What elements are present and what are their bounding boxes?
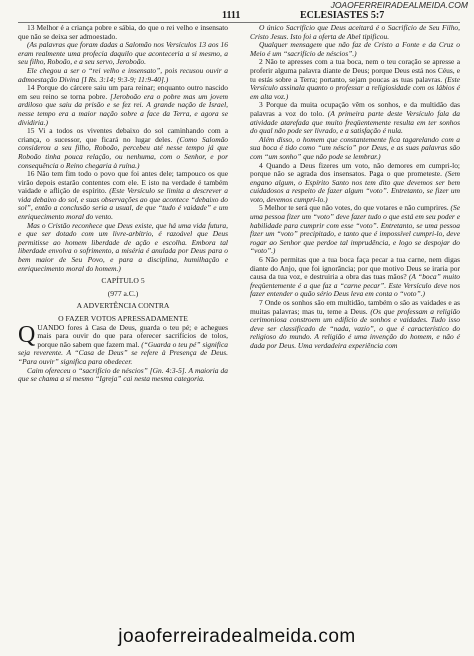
verse-paragraph (250, 101, 460, 135)
commentary-paragraph: Além disso, o homem que constantemente fica tagarelando com a sua boca é tido como “um néscio” por Deus, e as suas palavras são com “um sonho” que não pode se lembrar.) (250, 134, 460, 161)
commentary-text: (Como Salomão considerou a seu filho, Roboão, percebeu até nesse tempo já que Roboão tinha pouca relação, ou nenhuma, com o Senhor, e por consequência o Reino chegaria à ruína.) (18, 134, 229, 170)
verse-text: 6 Não permitas que a tua boca faça pecar a tua carne, nem digas diante do Anjo, que foi ignorância; por que motivo Deus se iraria por causa da tua voz, e destruiria a obra das tuas mãos? (250, 255, 460, 282)
commentary-text: (Se uma pessoa fizer um “voto” deve fazer tudo o que está em seu poder e habilidade para cumprir com esse “voto”. Entretanto, se uma pessoa fizer um “voto” precipitado, e tanto que é impossível cumpri-lo, deve rogar ao Senhor que perdoe tal imprudência, e logo se despojar do “voto”.) (250, 203, 460, 256)
chapter-heading: O FAZER VOTOS APRESSADAMENTE (58, 314, 188, 323)
verse-text: 3 Porque da muita ocupação vêm os sonhos, e da multidão das palavras a voz do tolo. (250, 100, 460, 118)
chapter-heading: CAPÍTULO 5 (101, 276, 145, 286)
verse-text: 4 Quando a Deus fizeres um voto, não demores em cumpri-lo; porque não se agrada dos insensatos. Paga o que prometeste. (250, 160, 460, 179)
verse-paragraph (18, 24, 228, 41)
commentary-paragraph: Ele chegou a ser o “rei velho e insensato”, pois recusou ouvir a admoestação Divina [I Rs. 3:14; 9:3-9; 11:9-40].) (18, 65, 228, 84)
verse-paragraph-dropcap (18, 321, 229, 367)
drop-cap: Q (18, 321, 36, 348)
verse-text: 14 Porque do cárcere saiu um para reinar; enquanto outro nascido em seu reino se torna pobre. (18, 83, 228, 101)
page-number: 1111 (222, 10, 241, 21)
commentary-text: (“Guarda o teu pé” significa seja reverente. A “Casa de Deus” se refere à Presença de Deus. “Para ouvir” significa para obedecer. (18, 339, 229, 366)
commentary-text: (Sem engano algum, o Espírito Santo nos tem dito que devemos ser bem cuidadosos a respeito de fazer algum “voto”. Entretanto, se fizer um voto, devemos cumpri-lo.) (250, 169, 460, 204)
commentary-text: (A primeira parte deste Versículo fala da atividade atarefada que muito freqüentemente resulta em ter sonhos do qual não pode ser livrado, e a satisfação é nula. (250, 108, 460, 136)
commentary-text: (Este Versículo se limita a descrever a vida debaixo do sol, e suas observações ao que acontece “debaixo do sol”, então a conclusão seria a usual, de que “tudo é vaidade” e um enriquecimento moral do vento. (18, 186, 228, 222)
verse-text: UANDO fores à Casa de Deus, guarda o teu pé; e achegues mais para ouvir do que para oferecer sacrifícios de tolos, porque não sabem que fazem mal. (37, 322, 228, 349)
commentary-text: (Os que professam a religião cerimoniosa constroem um edifício de sonhos e vaidades. Tudo isso deve ser classificado de “nada, vazio”, o que é característico do religioso do mundo. A religião é uma invenção do homem, e não é dada por Deus. Uma verdadeira experiência com (250, 306, 461, 350)
verse-paragraph (250, 204, 460, 256)
verse-paragraph (250, 299, 460, 351)
verse-text: 15 Vi a todos os viventes debaixo do sol caminhando com a criança, o sucessor, que ficará no lugar deles. (18, 126, 228, 144)
verse-text: 7 Onde os sonhos são em multidão, também o são as vaidades e as muitas palavras; mas tu, teme a Deus. (250, 298, 460, 316)
chapter-heading: A ADVERTÊNCIA CONTRA (76, 301, 170, 311)
commentary-paragraph: Mas o Cristão reconhece que Deus existe, que há uma vida futura, e que ser dotado com um livre-arbítrio, é razoável que Deus permitisse ao homem liberdade de ação e escolha. Embora tal liberdade envolva o sofrimento, a miséria é anulada por Deus para o bem maior de Seu Povo, e para a disciplina, humilhação e enriquecimento moral do homem.) (18, 220, 228, 273)
chapter-heading: (977 a.C.) (107, 288, 139, 298)
commentary-paragraph: O único Sacrifício que Deus aceitará é o Sacrifício de Seu Filho, Cristo Jesus. Isto foi a oferta de Abel tipificou. (250, 23, 460, 41)
right-column (250, 24, 460, 351)
site-footer[interactable]: joaoferreiradealmeida.com (118, 626, 356, 647)
verse-text: 5 Melhor te será que não votes, do que votares e não cumprires. (259, 203, 451, 213)
verse-paragraph (250, 162, 460, 205)
commentary-paragraph: (As palavras que foram dadas a Salomão nos Versículos 13 aos 16 eram realmente uma profecia daquilo que aconteceria a si mesmo, a seu filho, Roboão, e a seu servo, Jeroboão. (18, 40, 228, 67)
commentary-text: [Jeroboão era o pobre mas um jovem ardiloso que saiu da prisão e se fez rei. A grande nação de Israel, nesse tempo era a maior nação sobre a face da Terra, e agora se dividiria.) (18, 91, 228, 127)
commentary-text: (Este Versículo assinala quanto o professar a religiosidade com os lábios é em alta voz.) (250, 74, 460, 101)
verse-paragraph (18, 127, 228, 170)
verse-paragraph (250, 256, 460, 299)
verse-text: 2 Não te apresses com a tua boca, nem o teu coração se apresse a proferir alguma palavra diante de Deus; porque Deus está nos Céus, e tu estás sobre a Terra; portanto, sejam poucas as tuas palavras. (250, 57, 460, 84)
verse-paragraph (250, 58, 460, 101)
verse-text: 13 Melhor é a criança pobre e sábia, do que o rei velho e insensato que não se deixa ser admoestado. (18, 23, 228, 41)
left-column (18, 24, 228, 384)
commentary-paragraph: Qualquer mensagem que não faz de Cristo a Fonte e da Cruz o Meio é um “sacrifício de néscios”.) (250, 40, 460, 58)
commentary-text: (A “boca” muito freqüentemente é a que faz a “carne pecar”. Este Versículo deve nos fazer entender o quão sério Deus leva em conta o “voto”.) (250, 272, 460, 299)
verse-paragraph (18, 84, 228, 127)
verse-text: 16 Não tem fim todo o povo que foi antes dele; tampouco os que virão depois estarão contentes com ele. E isto na verdade é também vaidade e aflição de espírito. (18, 169, 228, 196)
site-link-top[interactable]: JOAOFERREIRADEALMEIDA.COM (330, 0, 468, 10)
commentary-paragraph: Caim ofereceu o “sacrifício de néscios” [Gn. 4:3-5]. A maioria da que se chama a si mesmo “Igreja” cai nesta mesma categoria. (18, 365, 228, 384)
running-head: ECLESIASTES 5:7 (300, 10, 385, 21)
verse-paragraph (18, 170, 228, 222)
